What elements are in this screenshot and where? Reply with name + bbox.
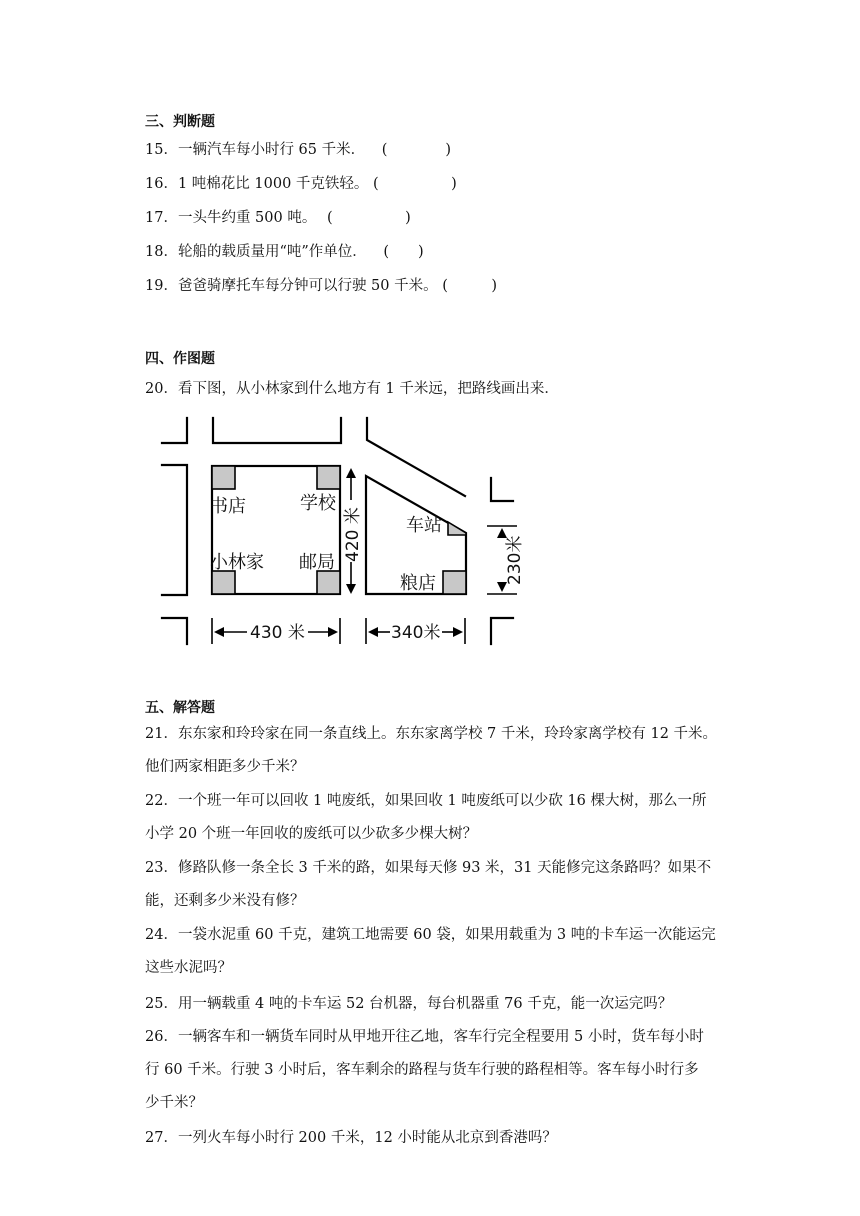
- road-edge: [162, 418, 187, 443]
- solve-question-25: [145, 988, 720, 1021]
- answer-blank[interactable]: ( ): [442, 278, 498, 294]
- section-heading-judge: 三、判断题: [145, 114, 215, 130]
- question-text: 17．一头牛约重 500 吨。: [145, 210, 321, 226]
- question-line: 小学 20 个班一年回收的废纸可以少砍多少棵大树？: [145, 826, 478, 842]
- question-line: 行 60 千米。行驶 3 小时后，客车剩余的路程与货车行驶的路程相等。客车每小时行多: [145, 1062, 699, 1078]
- dimension-label-340: 340米: [391, 623, 441, 643]
- question-line: 22．一个班一年可以回收 1 吨废纸，如果回收 1 吨废纸可以少砍 16 棵大树，那么一所: [145, 793, 707, 809]
- station-marker: [448, 522, 466, 535]
- solve-question-22: [145, 785, 720, 851]
- question-text: 16．1 吨棉花比 1000 千克铁轻。: [145, 176, 369, 192]
- section-heading-draw: 四、作图题: [145, 351, 215, 367]
- road-edge: [491, 618, 513, 644]
- grain-store-label: 粮店: [400, 573, 436, 594]
- road-edge: [162, 465, 187, 595]
- question-line: 24．一袋水泥重 60 千克，建筑工地需要 60 袋，如果用载重为 3 吨的卡车运一次能运完: [145, 927, 716, 943]
- home-label: 小林家: [210, 552, 264, 573]
- question-line: 少千米？: [145, 1095, 203, 1111]
- grain-store-marker: [443, 571, 466, 594]
- answer-blank[interactable]: ( ): [373, 176, 457, 192]
- question-line: 21．东东家和玲玲家在同一条直线上。东东家离学校 7 千米，玲玲家离学校有 12 千米。: [145, 726, 718, 742]
- section-heading-solve: 五、解答题: [145, 700, 215, 716]
- road-edge: [162, 618, 187, 644]
- question-text: 18．轮船的载质量用“吨”作单位．: [145, 244, 367, 260]
- post-office-label: 邮局: [299, 552, 335, 573]
- answer-blank[interactable]: ( ): [381, 142, 452, 158]
- school-label: 学校: [300, 493, 336, 514]
- question-line: 他们两家相距多少千米？: [145, 759, 305, 775]
- question-line: 25．用一辆载重 4 吨的卡车运 52 台机器，每台机器重 76 千克，能一次运完吗？: [145, 996, 673, 1012]
- dimension-label-420: 420 米: [343, 507, 363, 562]
- question-line: 27．一列火车每小时行 200 千米，12 小时能从北京到香港吗？: [145, 1130, 557, 1146]
- question-line: 23．修路队修一条全长 3 千米的路，如果每天修 93 米，31 天能修完这条路吗？如果不: [145, 860, 712, 876]
- judge-question-18: [145, 242, 424, 262]
- answer-blank[interactable]: ( ): [383, 244, 424, 260]
- home-marker: [212, 571, 235, 594]
- bookstore-marker: [212, 466, 235, 489]
- road-edge: [213, 418, 341, 443]
- dimension-label-430: 430 米: [250, 623, 305, 643]
- judge-question-15: [145, 140, 451, 160]
- road-edge: [491, 478, 513, 501]
- judge-question-16: [145, 174, 457, 194]
- bookstore-label: 书店: [210, 496, 246, 517]
- post-office-marker: [317, 571, 340, 594]
- solve-question-21: [145, 718, 720, 784]
- school-marker: [317, 466, 340, 489]
- question-line: 26．一辆客车和一辆货车同时从甲地开往乙地，客车行完全程要用 5 小时，货车每小时: [145, 1029, 704, 1045]
- route-map-figure: [150, 410, 530, 650]
- solve-question-23: [145, 852, 720, 918]
- question-line: 这些水泥吗？: [145, 960, 232, 976]
- station-label: 车站: [406, 515, 442, 536]
- dimension-label-230: 230米: [505, 535, 525, 585]
- solve-question-27: [145, 1122, 720, 1155]
- question-text: 15．一辆汽车每小时行 65 千米．: [145, 142, 366, 158]
- answer-blank[interactable]: ( ): [326, 210, 411, 226]
- draw-question-20: 20．看下图，从小林家到什么地方有 1 千米远，把路线画出来．: [145, 381, 559, 397]
- solve-question-26: [145, 1021, 720, 1120]
- question-line: 能，还剩多少米没有修？: [145, 893, 305, 909]
- judge-question-17: [145, 208, 411, 228]
- solve-question-24: [145, 919, 720, 985]
- question-text: 19．爸爸骑摩托车每分钟可以行驶 50 千米。: [145, 278, 438, 294]
- judge-question-19: [145, 276, 497, 296]
